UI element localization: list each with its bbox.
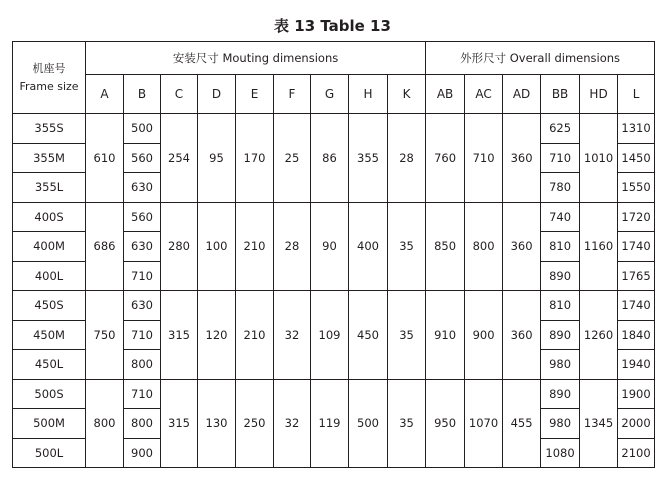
cell-d: 95 xyxy=(198,114,236,203)
column-header: K xyxy=(388,75,426,114)
cell-hd: 1010 xyxy=(580,114,618,203)
cell-l: 1940 xyxy=(618,350,655,380)
frame-size-label-en: Frame size xyxy=(19,79,79,93)
frame-size-header xyxy=(13,42,86,114)
cell-h: 500 xyxy=(349,379,388,468)
frame-size-cell: 355M xyxy=(13,143,86,173)
dimensions-table xyxy=(12,41,655,468)
cell-k: 35 xyxy=(388,291,426,380)
cell-g: 119 xyxy=(311,379,349,468)
cell-c: 315 xyxy=(161,379,198,468)
cell-hd: 1260 xyxy=(580,291,618,380)
cell-ac: 710 xyxy=(465,114,503,203)
frame-size-cell: 450S xyxy=(13,291,86,321)
cell-c: 315 xyxy=(161,291,198,380)
frame-size-cell: 450L xyxy=(13,350,86,380)
column-header: F xyxy=(274,75,311,114)
cell-bb: 890 xyxy=(541,379,580,409)
cell-ad: 455 xyxy=(503,379,541,468)
cell-bb: 740 xyxy=(541,202,580,232)
cell-ab: 950 xyxy=(426,379,465,468)
cell-b: 900 xyxy=(124,438,161,468)
cell-b: 800 xyxy=(124,350,161,380)
mounting-dimensions-header: 安装尺寸 Mouting dimensions xyxy=(86,42,426,75)
cell-l: 2000 xyxy=(618,409,655,439)
cell-g: 86 xyxy=(311,114,349,203)
column-header: B xyxy=(124,75,161,114)
cell-b: 560 xyxy=(124,202,161,232)
cell-f: 32 xyxy=(274,379,311,468)
header-row-groups xyxy=(13,42,655,75)
cell-e: 210 xyxy=(236,202,274,291)
frame-size-label-cn: 机座号 xyxy=(32,61,66,75)
cell-ad: 360 xyxy=(503,114,541,203)
cell-g: 109 xyxy=(311,291,349,380)
cell-ab: 760 xyxy=(426,114,465,203)
cell-hd: 1345 xyxy=(580,379,618,468)
cell-b: 710 xyxy=(124,379,161,409)
cell-l: 1450 xyxy=(618,143,655,173)
column-header: E xyxy=(236,75,274,114)
cell-a: 610 xyxy=(86,114,124,203)
frame-size-cell: 500L xyxy=(13,438,86,468)
cell-e: 210 xyxy=(236,291,274,380)
cell-l: 2100 xyxy=(618,438,655,468)
cell-l: 1720 xyxy=(618,202,655,232)
frame-size-cell: 400L xyxy=(13,261,86,291)
cell-d: 100 xyxy=(198,202,236,291)
cell-ab: 850 xyxy=(426,202,465,291)
cell-hd: 1160 xyxy=(580,202,618,291)
cell-bb: 890 xyxy=(541,320,580,350)
cell-bb: 980 xyxy=(541,409,580,439)
cell-e: 170 xyxy=(236,114,274,203)
cell-l: 1840 xyxy=(618,320,655,350)
frame-size-cell: 500M xyxy=(13,409,86,439)
cell-bb: 810 xyxy=(541,232,580,262)
cell-c: 280 xyxy=(161,202,198,291)
cell-bb: 625 xyxy=(541,114,580,144)
column-header: G xyxy=(311,75,349,114)
cell-f: 32 xyxy=(274,291,311,380)
column-header: AC xyxy=(465,75,503,114)
cell-ac: 900 xyxy=(465,291,503,380)
cell-ad: 360 xyxy=(503,291,541,380)
cell-bb: 780 xyxy=(541,173,580,203)
cell-b: 630 xyxy=(124,173,161,203)
cell-d: 120 xyxy=(198,291,236,380)
cell-ac: 800 xyxy=(465,202,503,291)
column-header: AB xyxy=(426,75,465,114)
cell-h: 400 xyxy=(349,202,388,291)
cell-a: 800 xyxy=(86,379,124,468)
cell-k: 35 xyxy=(388,202,426,291)
cell-b: 500 xyxy=(124,114,161,144)
cell-bb: 890 xyxy=(541,261,580,291)
cell-d: 130 xyxy=(198,379,236,468)
cell-f: 28 xyxy=(274,202,311,291)
cell-c: 254 xyxy=(161,114,198,203)
cell-f: 25 xyxy=(274,114,311,203)
cell-b: 630 xyxy=(124,291,161,321)
cell-b: 560 xyxy=(124,143,161,173)
frame-size-cell: 400M xyxy=(13,232,86,262)
cell-bb: 980 xyxy=(541,350,580,380)
cell-l: 1740 xyxy=(618,232,655,262)
frame-size-cell: 450M xyxy=(13,320,86,350)
cell-e: 250 xyxy=(236,379,274,468)
column-header: H xyxy=(349,75,388,114)
cell-b: 800 xyxy=(124,409,161,439)
cell-l: 1765 xyxy=(618,261,655,291)
column-header: HD xyxy=(580,75,618,114)
cell-l: 1550 xyxy=(618,173,655,203)
cell-h: 450 xyxy=(349,291,388,380)
cell-bb: 710 xyxy=(541,143,580,173)
cell-a: 750 xyxy=(86,291,124,380)
table-row xyxy=(13,379,655,409)
frame-size-cell: 500S xyxy=(13,379,86,409)
frame-size-cell: 400S xyxy=(13,202,86,232)
cell-g: 90 xyxy=(311,202,349,291)
cell-b: 630 xyxy=(124,232,161,262)
cell-bb: 1080 xyxy=(541,438,580,468)
cell-ab: 910 xyxy=(426,291,465,380)
column-header: BB xyxy=(541,75,580,114)
column-header: L xyxy=(618,75,655,114)
frame-size-cell: 355L xyxy=(13,173,86,203)
cell-b: 710 xyxy=(124,320,161,350)
table-title: 表 13 Table 13 xyxy=(274,17,391,35)
cell-k: 35 xyxy=(388,379,426,468)
cell-k: 28 xyxy=(388,114,426,203)
table-row xyxy=(13,114,655,144)
frame-size-cell: 355S xyxy=(13,114,86,144)
column-header: D xyxy=(198,75,236,114)
header-row-columns xyxy=(13,75,655,114)
overall-dimensions-header: 外形尺寸 Overall dimensions xyxy=(426,42,655,75)
column-header: AD xyxy=(503,75,541,114)
cell-a: 686 xyxy=(86,202,124,291)
cell-l: 1900 xyxy=(618,379,655,409)
cell-ad: 360 xyxy=(503,202,541,291)
cell-b: 710 xyxy=(124,261,161,291)
cell-l: 1740 xyxy=(618,291,655,321)
table-row xyxy=(13,202,655,232)
table-row xyxy=(13,291,655,321)
table-body xyxy=(13,114,655,468)
cell-h: 355 xyxy=(349,114,388,203)
cell-ac: 1070 xyxy=(465,379,503,468)
cell-bb: 810 xyxy=(541,291,580,321)
column-header: A xyxy=(86,75,124,114)
cell-l: 1310 xyxy=(618,114,655,144)
column-header: C xyxy=(161,75,198,114)
